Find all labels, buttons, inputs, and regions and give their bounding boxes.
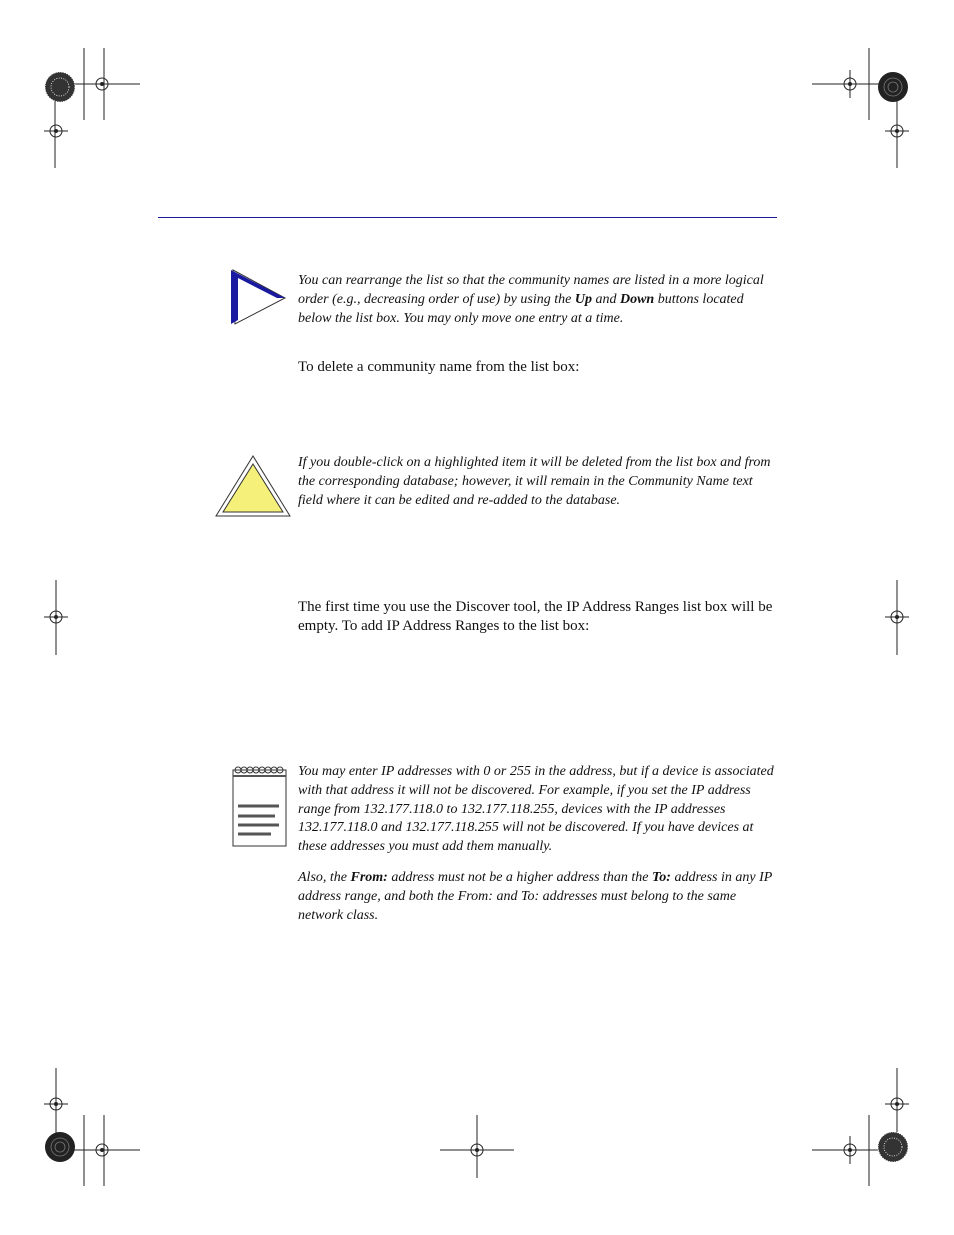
up-term: Up <box>574 291 592 307</box>
down-term: Down <box>619 291 655 307</box>
ip-intro: The first time you use the Discover tool, the IP Address Ranges list box will be empty. To add IP Address Ranges to the list box: <box>298 599 773 634</box>
note-paragraph-1: You may enter IP addresses with 0 or 255 in the address, but if a device is associated with that address it will not be discovered. For example, if you set the IP address range from 132.177.118.0 to 132.177.118.255, devices with the IP addresses 132.177.118.0 and 132.177.118.255 will not be discovered. If you have devices at these addresses you must add them manually. <box>298 764 774 855</box>
note2-text-2: address must not be a higher address than the <box>387 870 653 885</box>
from-term: From: <box>350 870 388 885</box>
tip-icon <box>229 268 289 328</box>
caution-icon <box>213 454 293 518</box>
note2-text-1: Also, the <box>298 870 351 885</box>
note-paragraph-2 <box>298 869 776 925</box>
to-term: To: <box>652 870 671 885</box>
note2-text-3: address in any IP address range, and both the From: and To: addresses must belong to the same network class. <box>298 870 773 923</box>
tip-text-3: buttons located below the list box. You may only move one entry at a time. <box>298 291 744 326</box>
caution-note: If you double-click on a highlighted item it will be deleted from the list box and from the corresponding database; however, it will remain in the Community Name text field where it can be edited and re-added to the database. <box>298 455 771 508</box>
tip-text-1: You can rearrange the list so that the community names are listed in a more logical order (e.g., decreasing order of use) by using the <box>298 273 764 307</box>
tip-note <box>298 272 776 328</box>
tip-text-2: and <box>591 291 620 307</box>
notepad-icon <box>231 764 289 848</box>
header-rule <box>158 217 777 218</box>
delete-intro: To delete a community name from the list box: <box>298 359 580 375</box>
